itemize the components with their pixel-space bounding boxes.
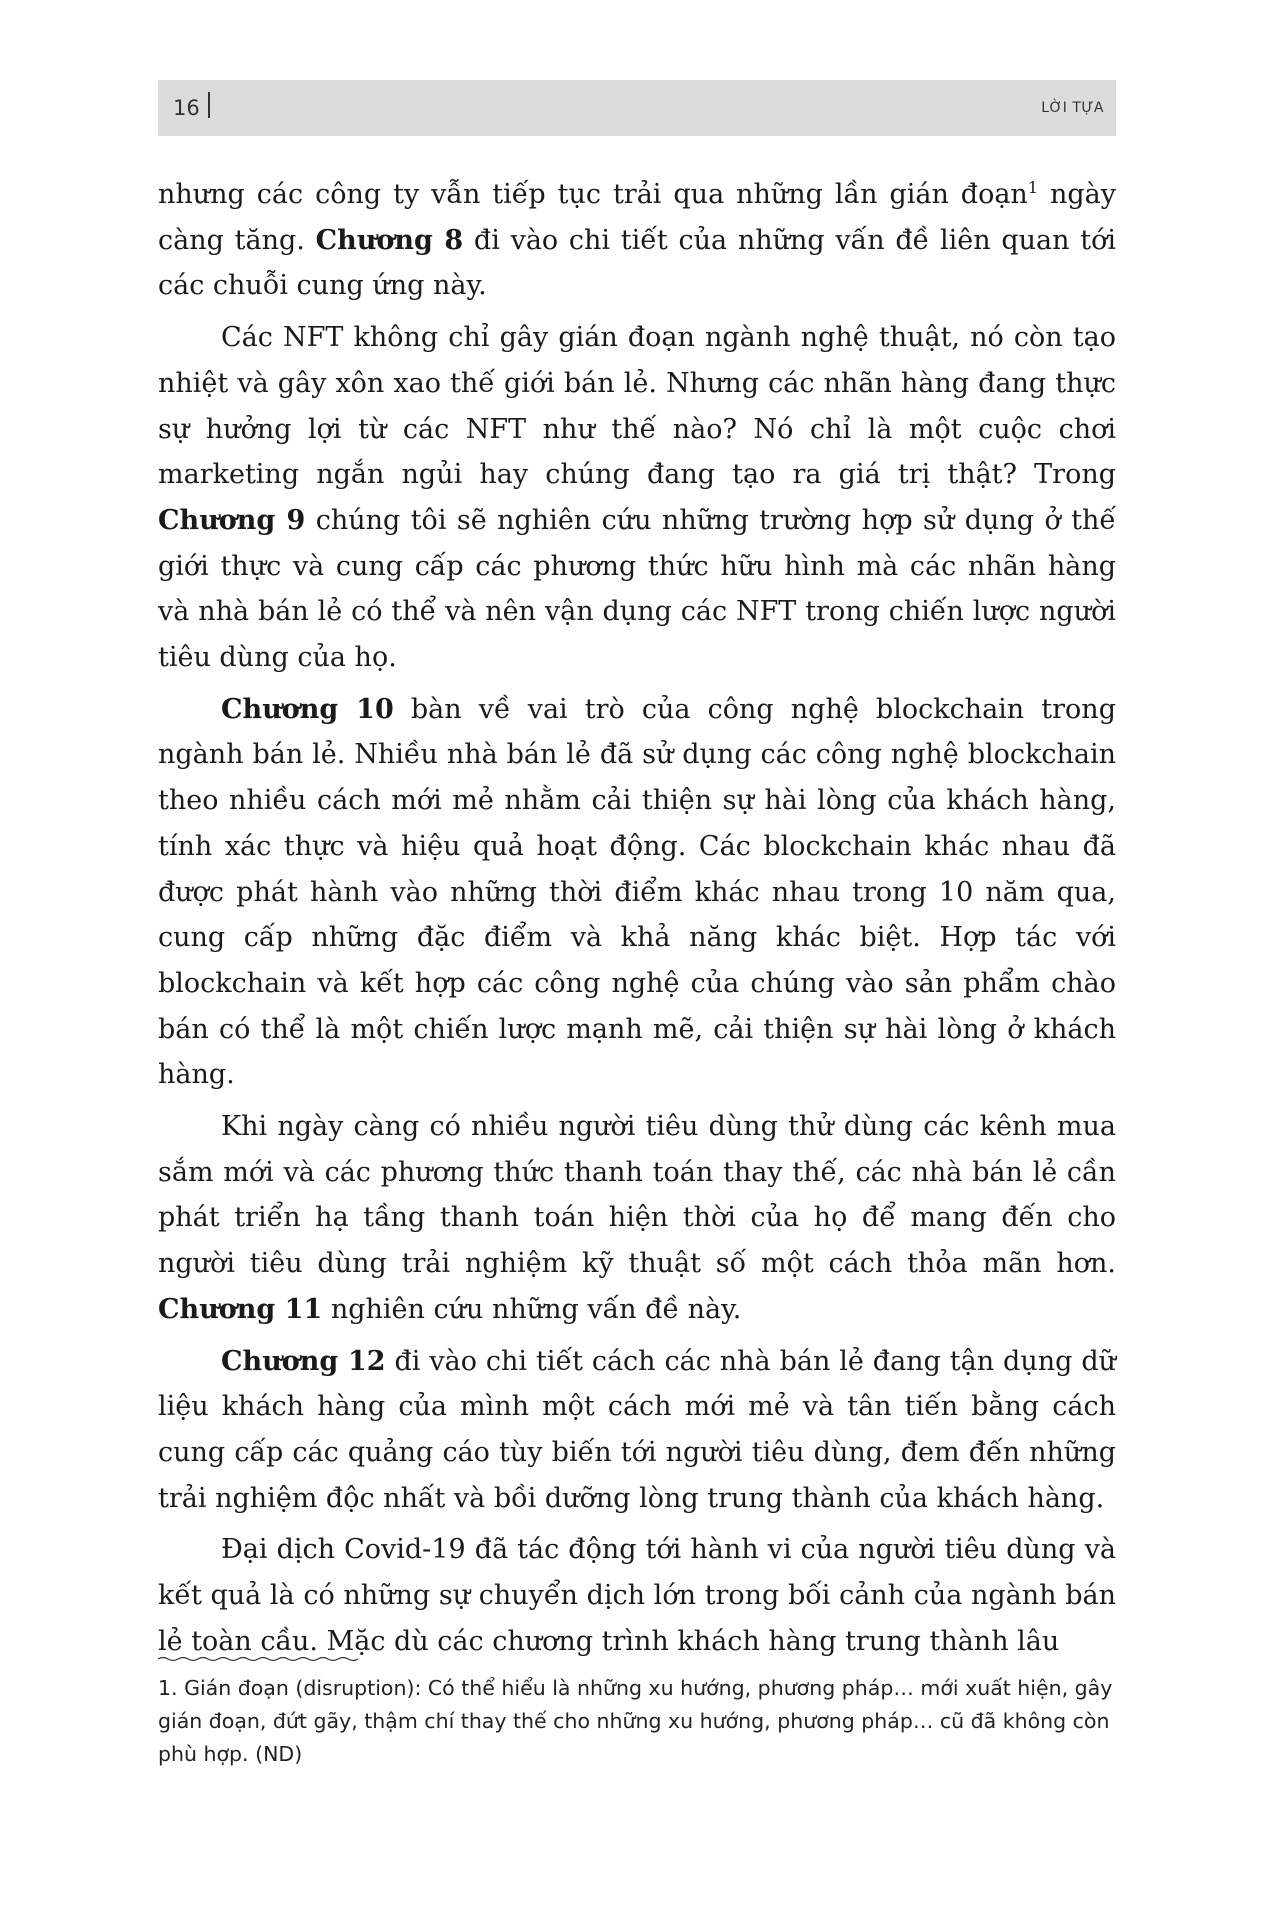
paragraph-2: Các NFT không chỉ gây gián đoạn ngành nghệ thuật, nó còn tạo nhiệt và gây xôn xao thế giới bán lẻ. Nhưng các nhãn hàng đang thực sự hưởng lợi từ các NFT như thế nào? Nó chỉ là một cuộc chơi marketing ngắn ngủi hay chúng đang tạo ra giá trị thật? Trong Chương 9 chúng tôi sẽ nghiên cứu những trường hợp sử dụng ở thế giới thực và cung cấp các phương thức hữu hình mà các nhãn hàng và nhà bán lẻ có thể và nên vận dụng các NFT trong chiến lược người tiêu dùng của họ. — [158, 322, 1116, 674]
main-text — [158, 172, 1116, 1671]
page-header — [158, 80, 1116, 136]
chapter-ref: Chương 8 — [315, 224, 464, 256]
running-head: LỜI TỰA — [1041, 100, 1104, 116]
paragraph-1: nhưng các công ty vẫn tiếp tục trải qua những lần gián đoạn$^1$ ngày càng tăng. Chương 8 đi vào chi tiết của những vấn đề liên quan tới các chuỗi cung ứng này. — [158, 178, 1116, 302]
chapter-ref: Chương 9 — [158, 504, 306, 536]
paragraph-5: Chương 12 đi vào chi tiết cách các nhà bán lẻ đang tận dụng dữ liệu khách hàng của mình một cách mới mẻ và tân tiến bằng cách cung cấp các quảng cáo tùy biến tới người tiêu dùng, đem đến những trải nghiệm độc nhất và bồi dưỡng lòng trung thành của khách hàng. — [158, 1345, 1116, 1514]
footnote-rule — [158, 1655, 358, 1663]
paragraph-3: Chương 10 bàn về vai trò của công nghệ blockchain trong ngành bán lẻ. Nhiều nhà bán lẻ đã sử dụng các công nghệ blockchain theo nhiều cách mới mẻ nhằm cải thiện sự hài lòng của khách hàng, tính xác thực và hiệu quả hoạt động. Các blockchain khác nhau đã được phát hành vào những thời điểm khác nhau trong 10 năm qua, cung cấp những đặc điểm và khả năng khác biệt. Hợp tác với blockchain và kết hợp các công nghệ của chúng vào sản phẩm chào bán có thể là một chiến lược mạnh mẽ, cải thiện sự hài lòng ở khách hàng. — [158, 693, 1116, 1091]
header-separator — [208, 92, 210, 118]
chapter-ref: Chương 10 — [221, 693, 394, 725]
chapter-ref: Chương 11 — [158, 1293, 323, 1325]
chapter-ref: Chương 12 — [221, 1345, 386, 1377]
paragraph-6: Đại dịch Covid-19 đã tác động tới hành vi của người tiêu dùng và kết quả là có những sự chuyển dịch lớn trong bối cảnh của ngành bán lẻ toàn cầu. Mặc dù các chương trình khách hàng trung thành lâu — [158, 1534, 1116, 1657]
paragraph-4: Khi ngày càng có nhiều người tiêu dùng thử dùng các kênh mua sắm mới và các phương thức thanh toán thay thế, các nhà bán lẻ cần phát triển hạ tầng thanh toán hiện thời của họ để mang đến cho người tiêu dùng trải nghiệm kỹ thuật số một cách thỏa mãn hơn. Chương 11 nghiên cứu những vấn đề này. — [158, 1111, 1116, 1325]
footnote-ref: 1 — [1027, 178, 1039, 197]
page-number: 16 — [173, 96, 200, 120]
footnote: 1. Gián đoạn (disruption): Có thể hiểu là những xu hướng, phương pháp… mới xuất hiện, gây gián đoạn, đứt gãy, thậm chí thay thế cho những xu hướng, phương pháp… cũ đã không còn phù hợp. (ND) — [158, 1676, 1113, 1766]
